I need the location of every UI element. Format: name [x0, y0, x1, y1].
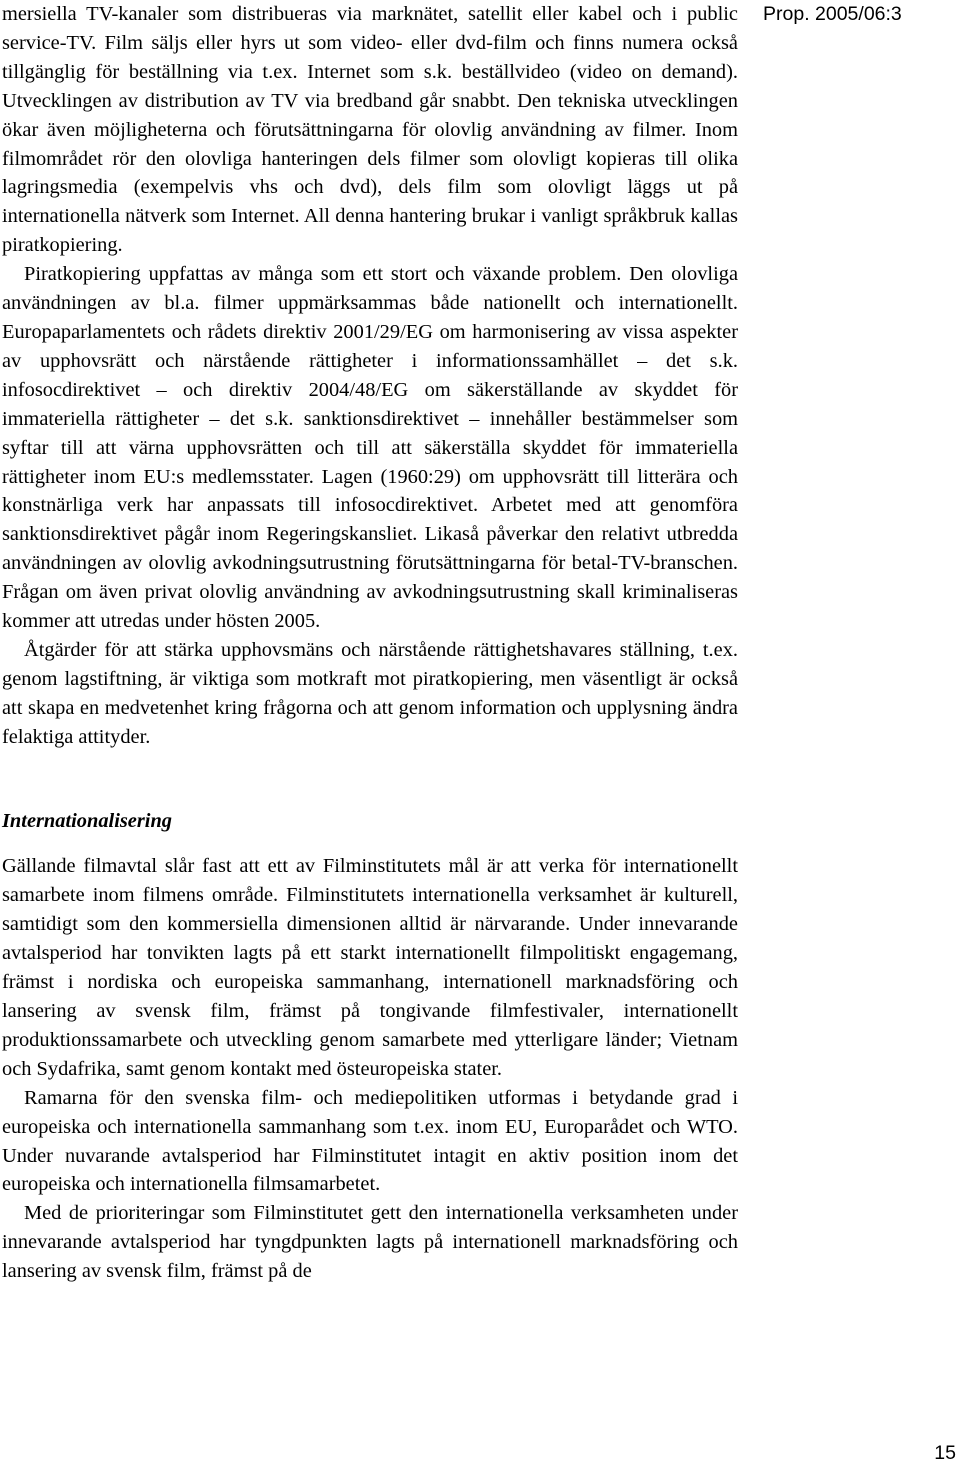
proposition-reference: Prop. 2005/06:3	[763, 3, 902, 25]
body-paragraph-1: mersiella TV-kanaler som distribueras via marknätet, satellit eller kabel och i public service-TV. Film säljs eller hyrs ut som video- eller dvd-film och finns numera också tillgänglig för beställning via t.ex. Internet som s.k. beställvideo (video on demand). Utvecklingen av distribution av TV via bredband går snabbt. Den tekniska utvecklingen ökar även möjligheterna och förutsättningarna för olovlig användning av filmer. Inom filmområdet rör den olovliga hanteringen dels filmer som olovligt kopieras till olika lagringsmedia (exempelvis vhs och dvd), dels film som olovligt läggs ut på internationella nätverk som Internet. All denna hantering brukar i vanligt språkbruk kallas piratkopiering.	[2, 3, 738, 257]
body-paragraph-4: Gällande filmavtal slår fast att ett av Filminstitutets mål är att verka för internationellt samarbete inom filmens område. Filminstitutets internationella verksamhet är kulturell, samtidigt som den kommersiella dimensionen alltid är närvarande. Under innevarande avtalsperiod har tonvikten lagts på ett starkt internationellt filmpolitiskt engagemang, främst i nordiska och europeiska sammanhang, internationell marknadsföring och lansering av svensk film, främst på tongivande filmfestivaler, internationellt produktionssamarbete och utveckling genom samarbete med ytterligare länder; Vietnam och Sydafrika, samt genom kontakt med östeuropeiska stater.	[2, 855, 738, 1080]
body-paragraph-6: Med de prioriteringar som Filminstitutet gett den internationella verksamheten under innevarande avtalsperiod har tyngdpunkten lagts på internationell marknadsföring och lansering av svensk film, främst på de	[2, 1202, 738, 1283]
body-paragraph-5: Ramarna för den svenska film- och mediepolitiken utformas i betydande grad i europeiska och internationella sammanhang som t.ex. inom EU, Europarådet och WTO. Under nuvarande avtalsperiod har Filminstitutet intagit en aktiv position inom det europeiska och internationella filmsamarbetet.	[2, 1086, 738, 1196]
section-spacer	[2, 752, 738, 807]
main-text-column	[2, 0, 738, 1286]
page-number: 15	[934, 1442, 956, 1464]
body-paragraph-3: Åtgärder för att stärka upphovsmäns och närstående rättighetshavares ställning, t.ex. genom lagstiftning, är viktiga som motkraft mot piratkopiering, men väsentligt är också att skapa en medvetenhet kring frågorna och att genom information och upplysning ändra felaktiga attityder.	[2, 638, 738, 748]
section-heading: Internationalisering	[2, 809, 172, 832]
heading-spacer	[2, 835, 738, 852]
body-paragraph-2: Piratkopiering uppfattas av många som ett stort och växande problem. Den olovliga användningen av bl.a. filmer uppmärksammas både nationellt och internationellt. Europaparlamentets och rådets direktiv 2001/29/EG om harmonisering av vissa aspekter av upphovsrätt och närstående rättigheter i informationssamhället – det s.k. infosocdirektivet – och direktiv 2004/48/EG om säkerställande av skyddet för immateriella rättigheter – det s.k. sanktionsdirektivet – innehåller bestämmelser som syftar till att värna upphovsrätten och till att säkerställa skyddet för immateriella rättigheter inom EU:s medlemsstater. Lagen (1960:29) om upphovsrätt till litterära och konstnärliga verk har anpassats till infosocdirektivet. Arbetet med att genomföra sanktionsdirektivet pågår inom Regeringskansliet. Likaså påverkar den relativt utbredda användningen av olovlig avkodningsutrustning förutsättningarna för betal-TV-branschen. Frågan om även privat olovlig användning av avkodningsutrustning skall kriminaliseras kommer att utredas under hösten 2005.	[2, 263, 738, 633]
